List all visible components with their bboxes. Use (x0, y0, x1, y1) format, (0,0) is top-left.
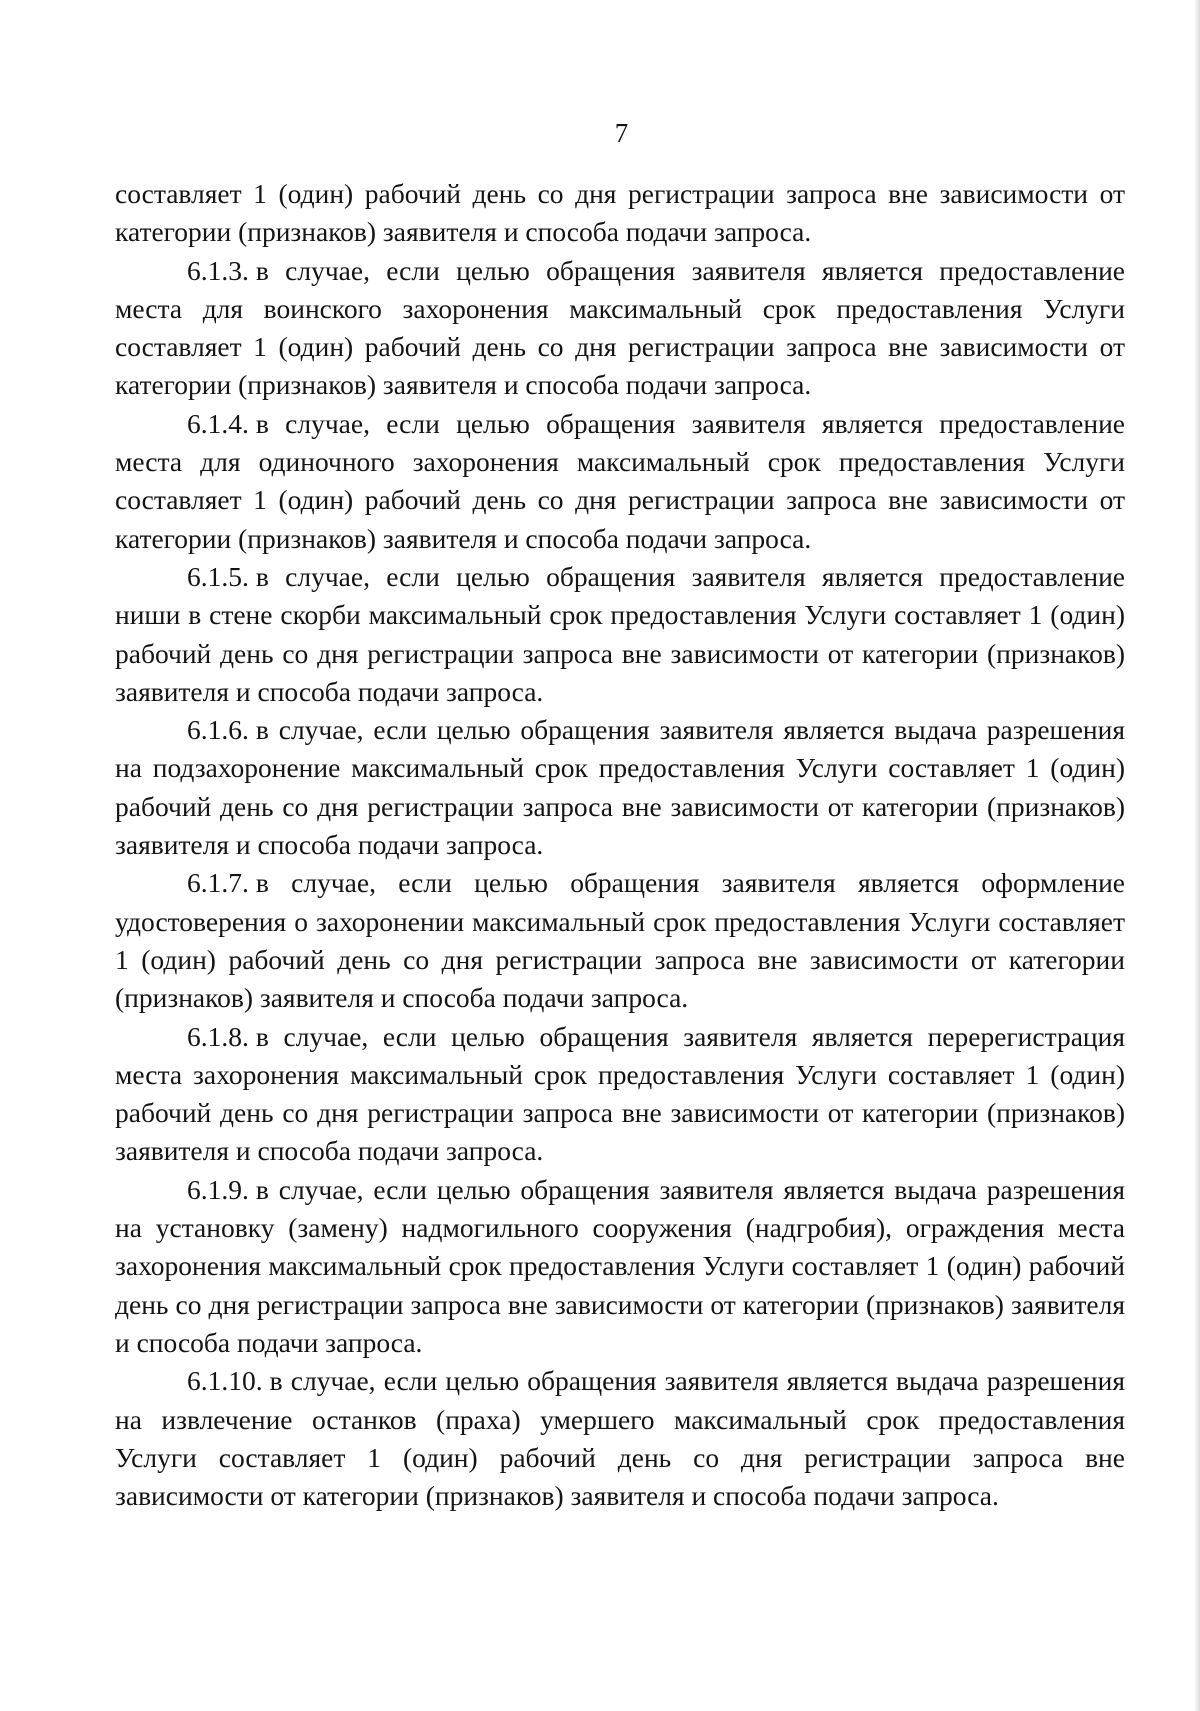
paragraph-6-1-7 (115, 864, 1125, 1017)
paragraph-number: 6.1.8. (187, 1020, 249, 1052)
page-number: 7 (614, 118, 629, 148)
paragraph-text: в случае, если целью обращения заявителя является перерегистрация места захоронения максимальный срок предоставления Услуги составляет 1 (один) рабочий день со дня регистрации запроса вне зависимости от категории (признаков) заявителя и способа подачи запроса. (115, 1020, 1125, 1167)
paragraph-6-1-6 (115, 711, 1125, 864)
paragraph-text: в случае, если целью обращения заявителя является выдача разрешения на извлечение останков (праха) умершего максимальный срок предоставления Услуги составляет 1 (один) рабочий день со дня регистрации запроса вне зависимости от категории (признаков) заявителя и способа подачи запроса. (115, 1365, 1125, 1512)
paragraph-6-1-3 (115, 252, 1125, 405)
paragraph-number: 6.1.7. (187, 867, 249, 899)
paragraph-text: составляет 1 (один) рабочий день со дня регистрации запроса вне зависимости от категории (признаков) заявителя и способа подачи запроса. (115, 178, 1125, 248)
paragraph-text: в случае, если целью обращения заявителя является предоставление места для одиночного захоронения максимальный срок предоставления Услуги составляет 1 (один) рабочий день со дня регистрации запроса вне зависимости от категории (признаков) заявителя и способа подачи запроса. (115, 407, 1125, 554)
paragraph-number: 6.1.10. (187, 1365, 263, 1397)
paragraph-text: в случае, если целью обращения заявителя является оформление удостоверения о захоронении максимальный срок предоставления Услуги составляет 1 (один) рабочий день со дня регистрации запроса вне зависимости от категории (признаков) заявителя и способа подачи запроса. (115, 867, 1125, 1014)
paragraph-6-1-8 (115, 1018, 1125, 1171)
paragraph-6-1-9 (115, 1171, 1125, 1362)
paragraph-number: 6.1.5. (187, 560, 249, 592)
scan-edge-shadow (1194, 0, 1200, 1711)
paragraph-text: в случае, если целью обращения заявителя является выдача разрешения на установку (замену) надмогильного сооружения (надгробия), ограждения места захоронения максимальный срок предоставления Услуги составляет 1 (один) рабочий день со дня регистрации запроса вне зависимости от категории (признаков) заявителя и способа подачи запроса. (115, 1173, 1125, 1358)
paragraph-number: 6.1.4. (187, 407, 249, 439)
paragraph-text: в случае, если целью обращения заявителя является выдача разрешения на подзахоронение максимальный срок предоставления Услуги составляет 1 (один) рабочий день со дня регистрации запроса вне зависимости от категории (признаков) заявителя и способа подачи запроса. (115, 714, 1125, 861)
paragraph-6-1-10 (115, 1362, 1125, 1515)
paragraph-6-1-4 (115, 405, 1125, 558)
paragraph-text: в случае, если целью обращения заявителя является предоставление ниши в стене скорби максимальный срок предоставления Услуги составляет 1 (один) рабочий день со дня регистрации запроса вне зависимости от категории (признаков) заявителя и способа подачи запроса. (115, 560, 1125, 707)
paragraph-6-1-5 (115, 558, 1125, 711)
paragraph-text: в случае, если целью обращения заявителя является предоставление места для воинского захоронения максимальный срок предоставления Услуги составляет 1 (один) рабочий день со дня регистрации запроса вне зависимости от категории (признаков) заявителя и способа подачи запроса. (115, 254, 1125, 401)
paragraph-continuation (115, 175, 1125, 252)
paragraph-number: 6.1.9. (187, 1173, 249, 1205)
document-body (115, 175, 1125, 1515)
paragraph-number: 6.1.3. (187, 254, 249, 286)
paragraph-number: 6.1.6. (187, 714, 249, 746)
